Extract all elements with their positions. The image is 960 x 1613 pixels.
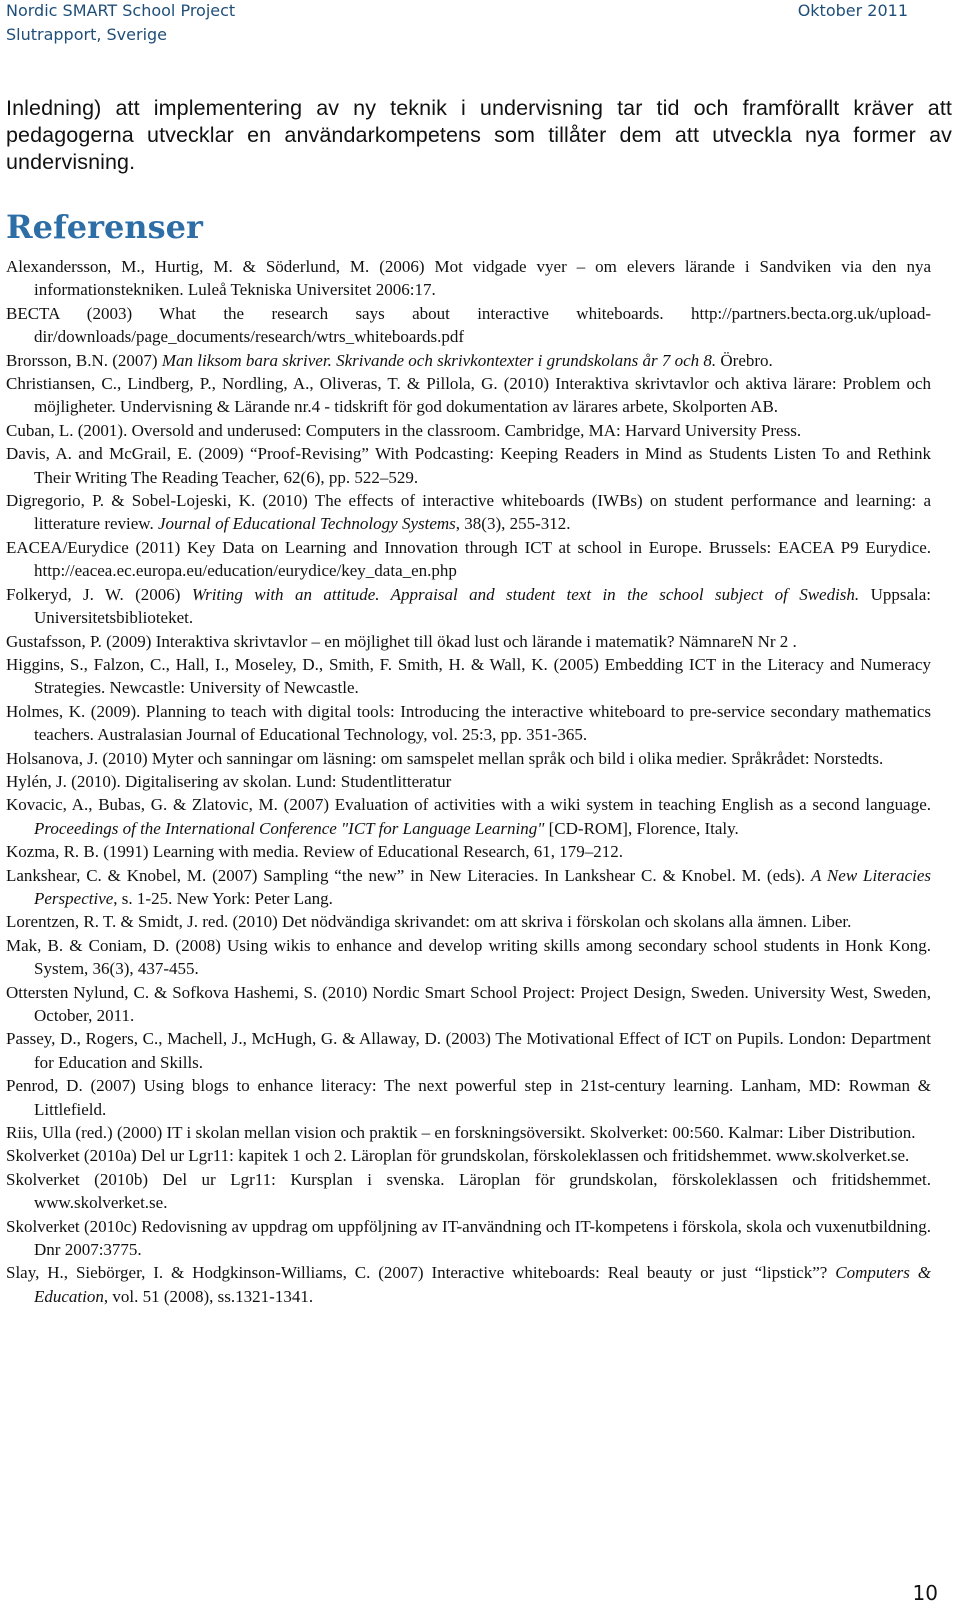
reference-text: Skolverket (2010a) Del ur Lgr11: kapitek 1 och 2. Läroplan för grundskolan, förskoleklassen och fritidshemmet. www.skolverket.se. — [6, 1146, 910, 1166]
reference-italic-text: Proceedings of the International Conference "ICT for Language Learning" — [34, 818, 545, 838]
reference-text: Kovacic, A., Bubas, G. & Zlatovic, M. (2007) Evaluation of activities with a wiki system in teaching English as a second language. — [6, 795, 931, 815]
reference-entry — [6, 442, 931, 489]
reference-text: Alexandersson, M., Hurtig, M. & Söderlund, M. (2006) Mot vidgade vyer – om elevers lärande i Sandviken via den nya informationstekniken. Luleå Tekniska Universitet 2006:17. — [6, 257, 931, 300]
reference-text: Holmes, K. (2009). Planning to teach with digital tools: Introducing the interactive whiteboard to pre-service secondary mathematics teachers. Australasian Journal of Educational Technology, vol. 25:3, pp. 351-365. — [6, 701, 931, 745]
reference-text: , 38(3), 255-312. — [455, 514, 571, 534]
reference-entry — [6, 793, 931, 840]
reference-text: Lankshear, C. & Knobel, M. (2007) Sampling “the new” in New Literacies. In Lankshear C. & Knobel. M. (eds). — [6, 865, 811, 885]
reference-text: Uppsala: Universitetsbiblioteket. — [34, 584, 932, 628]
header-project-title: Nordic SMART School Project — [6, 1, 236, 20]
reference-text: EACEA/Eurydice (2011) Key Data on Learning and Innovation through ICT at school in Europe. Brussels: EACEA P9 Eurydice. http://eacea.ec.europa.eu/education/eurydice/key_data_en.php — [6, 537, 931, 581]
reference-entry — [6, 1027, 931, 1074]
reference-text: Folkeryd, J. W. (2006) — [6, 584, 192, 604]
reference-entry — [6, 864, 931, 911]
reference-italic-text: Computers & Education — [34, 1263, 931, 1306]
reference-text: Skolverket (2010c) Redovisning av uppdrag om uppföljning av IT-användning och IT-kompetens i förskola, skola och vuxenutbildning. Dnr 2007:3775. — [6, 1216, 931, 1260]
reference-entry — [6, 910, 931, 933]
reference-entry — [6, 372, 931, 419]
reference-text: Holsanova, J. (2010) Myter och sanningar om läsning: om samspelet mellan språk och bild i olika medier. Språkrådet: Norstedts. — [6, 748, 884, 768]
reference-entry — [6, 419, 931, 442]
reference-entry — [6, 1144, 931, 1167]
reference-italic-text: Writing with an attitude. Appraisal and student text in the school subject of Swedish. — [191, 584, 860, 604]
reference-text: Higgins, S., Falzon, C., Hall, I., Moseley, D., Smith, F. Smith, H. & Wall, K. (2005) Embedding ICT in the Literacy and Numeracy Strategies. Newcastle: University of Newcastle. — [6, 654, 931, 698]
reference-text: Davis, A. and McGrail, E. (2009) “Proof-Revising” With Podcasting: Keeping Readers in Mind as Students Listen To and Rethink Their Writing The Reading Teacher, 62(6), pp. 522–529. — [6, 444, 931, 487]
reference-text: Christiansen, C., Lindberg, P., Nordling, A., Oliveras, T. & Pillola, G. (2010) Interaktiva skrivtavlor och aktiva lärare: Problem och möjligheter. Undervisning & Lärande nr.4 - tidskrift för god dokumentation av lärares arbete, Skolporten AB. — [6, 374, 931, 417]
reference-text: Ottersten Nylund, C. & Sofkova Hashemi, S. (2010) Nordic Smart School Project: Project Design, Sweden. University West, Sweden, October, 2011. — [6, 982, 931, 1025]
reference-entry — [6, 1121, 931, 1144]
reference-text: Cuban, L. (2001). Oversold and underused: Computers in the classroom. Cambridge, MA: Harvard University Press. — [6, 420, 802, 440]
intro-paragraph: Inledning) att implementering av ny teknik i undervisning tar tid och framförallt kräver att pedagogerna utvecklar en användarkompetens som tillåter dem att utveckla nya former av undervisning. — [6, 95, 952, 174]
reference-text: Penrod, D. (2007) Using blogs to enhance literacy: The next powerful step in 21st-century learning. Lanham, MD: Rowman & Littlefield. — [6, 1076, 931, 1119]
reference-entry — [6, 302, 931, 349]
reference-text: Skolverket (2010b) Del ur Lgr11: Kursplan i svenska. Läroplan för grundskolan, förskoleklassen och fritidshemmet. www.skolverket.se. — [6, 1169, 931, 1213]
reference-text: [CD-ROM], Florence, Italy. — [544, 818, 739, 838]
reference-text: Gustafsson, P. (2009) Interaktiva skrivtavlor – en möjlighet till ökad lust och lärande i matematik? NämnareN Nr 2 . — [6, 631, 797, 651]
reference-entry — [6, 489, 931, 536]
reference-entry — [6, 1074, 931, 1121]
reference-text: Brorsson, B.N. (2007) — [6, 350, 162, 370]
reference-list — [6, 255, 931, 1308]
reference-text: Hylén, J. (2010). Digitalisering av skolan. Lund: Studentlitteratur — [6, 771, 452, 791]
reference-entry — [6, 770, 931, 793]
reference-entry — [6, 981, 931, 1028]
reference-text: Lorentzen, R. T. & Smidt, J. red. (2010) Det nödvändiga skrivandet: om att skriva i förskolan och skolans alla ämnen. Liber. — [6, 912, 852, 932]
page-number: 10 — [912, 1581, 938, 1605]
reference-entry — [6, 934, 931, 981]
reference-text: Slay, H., Siebörger, I. & Hodgkinson-Williams, C. (2007) Interactive whiteboards: Real beauty or just “lipstick”? — [6, 1263, 836, 1283]
section-heading: Referenser — [6, 208, 203, 246]
reference-entry — [6, 653, 931, 700]
header-date: Oktober 2011 — [797, 1, 908, 20]
reference-entry — [6, 700, 931, 747]
reference-entry — [6, 583, 931, 630]
reference-entry — [6, 1168, 931, 1215]
reference-entry — [6, 840, 931, 863]
reference-entry — [6, 536, 931, 583]
reference-entry — [6, 1215, 931, 1262]
reference-text: Riis, Ulla (red.) (2000) IT i skolan mellan vision och praktik – en forskningsöversikt. Skolverket: 00:560. Kalmar: Liber Distribution. — [6, 1123, 916, 1143]
header-subtitle: Slutrapport, Sverige — [6, 25, 168, 44]
reference-entry — [6, 255, 931, 302]
reference-text: Digregorio, P. & Sobel-Lojeski, K. (2010) The effects of interactive whiteboards (IWBs) on student performance and learning: a litterature review. — [6, 491, 931, 534]
reference-italic-text: Journal of Educational Technology Systems — [157, 514, 456, 534]
reference-entry — [6, 747, 931, 770]
reference-text: BECTA (2003) What the research says about interactive whiteboards. http://partners.becta.org.uk/upload-dir/downloads/page_documents/research/wtrs_whiteboards.pdf — [6, 303, 931, 347]
reference-italic-text: Man liksom bara skriver. Skrivande och skrivkontexter i grundskolans år 7 och 8. — [161, 350, 717, 370]
reference-text: Passey, D., Rogers, C., Machell, J., McHugh, G. & Allaway, D. (2003) The Motivational Effect of ICT on Pupils. London: Department for Education and Skills. — [6, 1029, 931, 1072]
reference-entry — [6, 1261, 931, 1308]
reference-text: Kozma, R. B. (1991) Learning with media. Review of Educational Research, 61, 179–212. — [6, 842, 624, 862]
reference-text: , vol. 51 (2008), ss.1321-1341. — [103, 1286, 314, 1306]
reference-text: , s. 1-25. New York: Peter Lang. — [113, 888, 333, 908]
reference-text: Mak, B. & Coniam, D. (2008) Using wikis to enhance and develop writing skills among secondary school students in Honk Kong. System, 36(3), 437-455. — [6, 935, 931, 979]
reference-entry — [6, 630, 931, 653]
reference-text: Örebro. — [716, 350, 773, 370]
reference-entry — [6, 349, 931, 372]
reference-italic-text: A New Literacies Perspective — [34, 865, 932, 908]
